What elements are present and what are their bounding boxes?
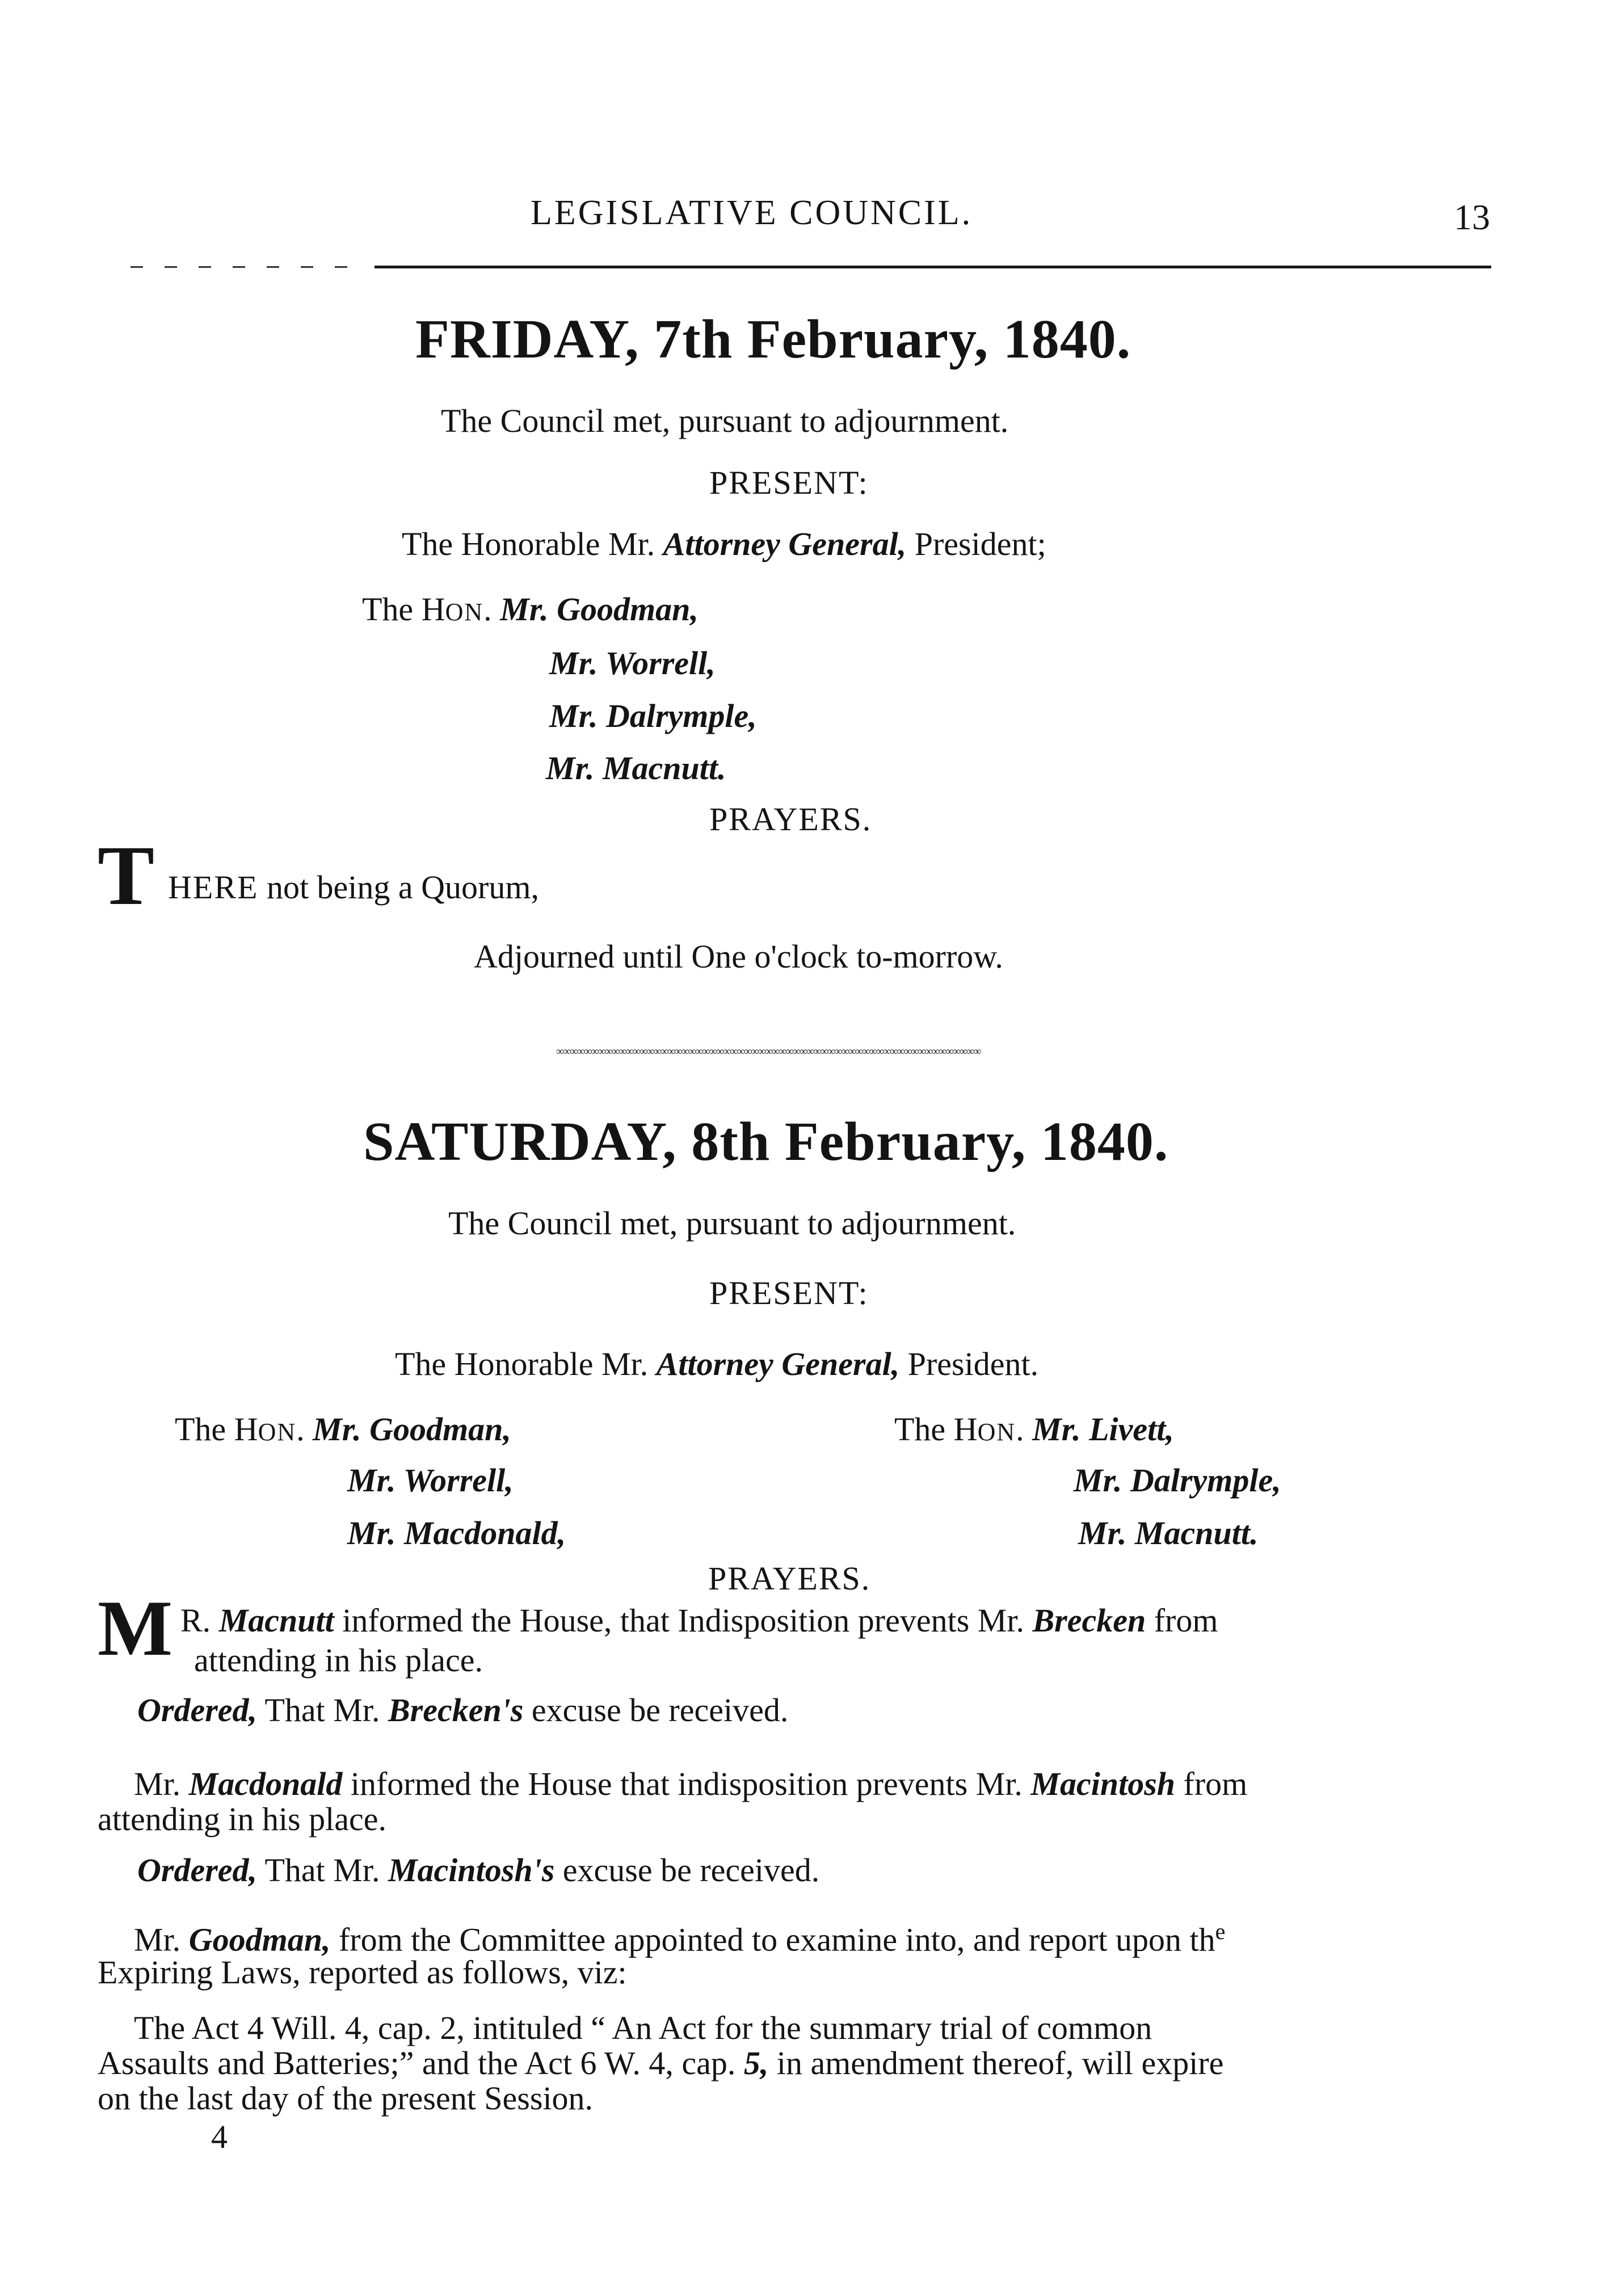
para-act-line3: on the last day of the present Session.	[98, 2080, 594, 2117]
ornamental-divider: ∞∞∞∞∞∞∞∞∞∞∞∞∞∞∞∞∞∞∞∞∞∞∞∞∞∞∞∞∞∞∞∞∞∞∞∞∞∞∞∞∞∞∞∞∞∞∞∞∞∞∞∞∞∞∞∞∞∞∞∞∞	[556, 1045, 981, 1058]
saturday-hon-right: The HON. Mr. Livett,	[894, 1411, 1174, 1448]
friday-met: The Council met, pursuant to adjournment.	[441, 402, 1009, 439]
member-name: Mr. Macnutt.	[546, 750, 726, 787]
saturday-president-line: The Honorable Mr. Attorney General, President.	[395, 1345, 1039, 1382]
saturday-date-heading: SATURDAY, 8th February, 1840.	[363, 1111, 1169, 1172]
para-act-line2: Assaults and Batteries;” and the Act 6 W. 4, cap. 5, in amendment thereof, will expire	[98, 2045, 1224, 2081]
para-goodman-line2: Expiring Laws, reported as follows, viz:	[98, 1954, 627, 1991]
order-brecken: Ordered, That Mr. Brecken's excuse be received.	[137, 1692, 789, 1729]
member-name: Mr. Goodman,	[500, 591, 699, 628]
member-name: Mr. Worrell,	[549, 645, 716, 682]
member-name: Mr. Macnutt.	[1078, 1515, 1259, 1551]
drop-cap: T	[98, 829, 155, 923]
para-goodman-line1: Mr. Goodman, from the Committee appointed to examine into, and report upon $th^e$	[134, 1919, 1226, 1958]
saturday-hon-left: The HON. Mr. Goodman,	[175, 1411, 511, 1448]
friday-quorum-line: HERE not being a Quorum,	[168, 869, 539, 906]
order-macintosh: Ordered, That Mr. Macintosh's excuse be received.	[137, 1852, 820, 1889]
member-name: Mr. Livett,	[1032, 1411, 1174, 1448]
para-macnutt-line2: attending in his place.	[194, 1642, 483, 1679]
friday-hon-line: The HON. Mr. Goodman,	[362, 591, 699, 628]
friday-prayers: PRAYERS.	[709, 801, 872, 838]
para-act-line1: The Act 4 Will. 4, cap. 2, intituled “ An Act for the summary trial of common	[134, 2009, 1152, 2046]
signature-mark: 4	[211, 2118, 228, 2155]
saturday-met: The Council met, pursuant to adjournment.	[448, 1205, 1016, 1242]
running-head: LEGISLATIVE COUNCIL.	[531, 194, 973, 232]
para-macdonald-line1: Mr. Macdonald informed the House that indisposition prevents Mr. Macintosh from	[134, 1765, 1248, 1802]
saturday-prayers: PRAYERS.	[708, 1560, 871, 1597]
member-name: Mr. Dalrymple,	[1074, 1462, 1281, 1499]
member-name: Mr. Macdonald,	[347, 1515, 566, 1551]
page-number: 13	[1454, 197, 1490, 237]
drop-cap: M	[98, 1584, 173, 1672]
member-name: Mr. Dalrymple,	[549, 697, 757, 734]
friday-president-line: The Honorable Mr. Attorney General, President;	[402, 525, 1046, 562]
member-name: Mr. Worrell,	[347, 1462, 514, 1499]
friday-date-heading: FRIDAY, 7th February, 1840.	[415, 309, 1131, 370]
para-macdonald-line2: attending in his place.	[98, 1801, 386, 1837]
member-name: Mr. Goodman,	[313, 1411, 511, 1448]
para-macnutt-line1: R. Macnutt informed the House, that Indisposition prevents Mr. Brecken from	[180, 1602, 1218, 1639]
friday-adjourned: Adjourned until One o'clock to-morrow.	[474, 938, 1003, 975]
header-rule	[375, 266, 1491, 268]
saturday-present-label: PRESENT:	[709, 1275, 869, 1311]
friday-present-label: PRESENT:	[709, 464, 869, 501]
header-rule-dashed	[131, 266, 357, 268]
